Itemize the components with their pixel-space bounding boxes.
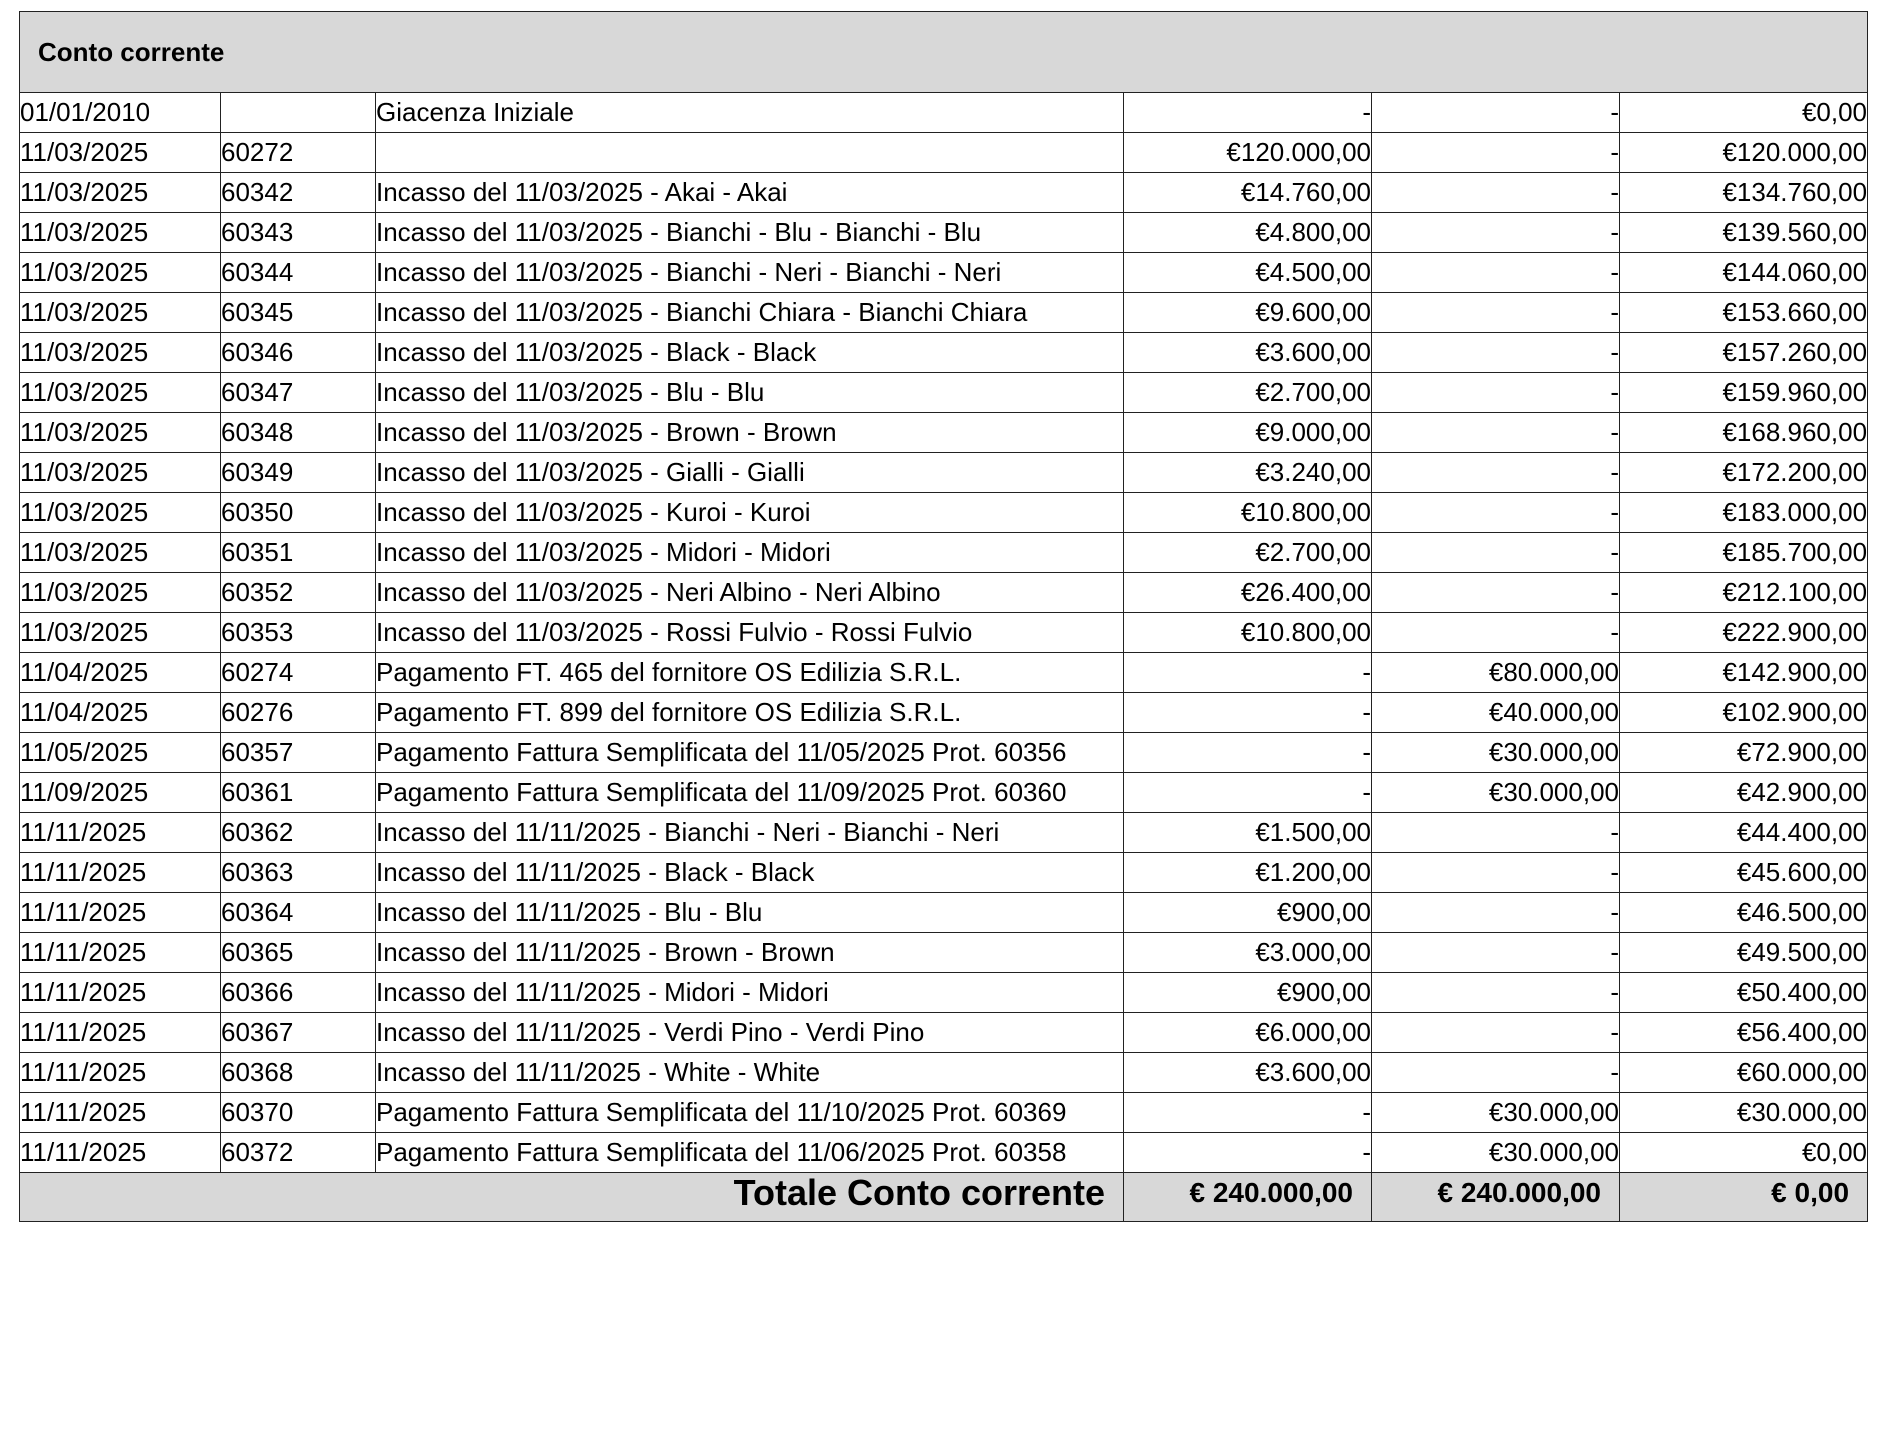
cell-avere: - xyxy=(1372,213,1620,253)
table-row xyxy=(20,1013,1868,1053)
cell-saldo: €50.400,00 xyxy=(1620,973,1868,1013)
cell-protocol: 60276 xyxy=(221,693,376,733)
cell-avere: €80.000,00 xyxy=(1372,653,1620,693)
cell-saldo: €142.900,00 xyxy=(1620,653,1868,693)
cell-dare: €1.500,00 xyxy=(1124,813,1372,853)
cell-date: 11/03/2025 xyxy=(20,333,221,373)
cell-saldo: €185.700,00 xyxy=(1620,533,1868,573)
cell-date: 11/03/2025 xyxy=(20,293,221,333)
cell-description: Pagamento FT. 899 del fornitore OS Edilizia S.R.L. xyxy=(376,693,1124,733)
cell-avere: - xyxy=(1372,253,1620,293)
cell-protocol: 60351 xyxy=(221,533,376,573)
cell-date: 11/03/2025 xyxy=(20,373,221,413)
cell-saldo: €42.900,00 xyxy=(1620,773,1868,813)
cell-protocol: 60349 xyxy=(221,453,376,493)
table-row xyxy=(20,573,1868,613)
cell-protocol: 60348 xyxy=(221,413,376,453)
total-avere: € 240.000,00 xyxy=(1372,1173,1620,1222)
table-row xyxy=(20,933,1868,973)
cell-description: Incasso del 11/03/2025 - Blu - Blu xyxy=(376,373,1124,413)
table-row xyxy=(20,653,1868,693)
cell-description: Incasso del 11/03/2025 - Bianchi - Blu - Bianchi - Blu xyxy=(376,213,1124,253)
cell-date: 11/11/2025 xyxy=(20,893,221,933)
table-row xyxy=(20,133,1868,173)
cell-date: 11/03/2025 xyxy=(20,173,221,213)
cell-date: 11/11/2025 xyxy=(20,853,221,893)
cell-dare: €10.800,00 xyxy=(1124,613,1372,653)
cell-dare: - xyxy=(1124,733,1372,773)
cell-date: 11/11/2025 xyxy=(20,1013,221,1053)
cell-saldo: €212.100,00 xyxy=(1620,573,1868,613)
cell-description: Incasso del 11/11/2025 - Blu - Blu xyxy=(376,893,1124,933)
cell-avere: - xyxy=(1372,333,1620,373)
cell-date: 11/11/2025 xyxy=(20,1093,221,1133)
table-row xyxy=(20,533,1868,573)
cell-saldo: €60.000,00 xyxy=(1620,1053,1868,1093)
cell-date: 11/03/2025 xyxy=(20,253,221,293)
cell-protocol: 60346 xyxy=(221,333,376,373)
cell-protocol: 60365 xyxy=(221,933,376,973)
cell-protocol: 60357 xyxy=(221,733,376,773)
ledger-body xyxy=(20,93,1868,1173)
cell-saldo: €172.200,00 xyxy=(1620,453,1868,493)
cell-date: 11/03/2025 xyxy=(20,213,221,253)
cell-saldo: €159.960,00 xyxy=(1620,373,1868,413)
cell-protocol: 60342 xyxy=(221,173,376,213)
cell-date: 11/09/2025 xyxy=(20,773,221,813)
cell-avere: - xyxy=(1372,413,1620,453)
cell-description: Incasso del 11/11/2025 - Black - Black xyxy=(376,853,1124,893)
cell-protocol: 60352 xyxy=(221,573,376,613)
cell-protocol: 60370 xyxy=(221,1093,376,1133)
cell-date: 11/03/2025 xyxy=(20,573,221,613)
cell-dare: €1.200,00 xyxy=(1124,853,1372,893)
cell-description: Incasso del 11/03/2025 - Midori - Midori xyxy=(376,533,1124,573)
cell-saldo: €157.260,00 xyxy=(1620,333,1868,373)
cell-date: 11/03/2025 xyxy=(20,453,221,493)
cell-protocol xyxy=(221,93,376,133)
cell-date: 11/04/2025 xyxy=(20,693,221,733)
cell-avere: - xyxy=(1372,613,1620,653)
cell-saldo: €102.900,00 xyxy=(1620,693,1868,733)
cell-saldo: €153.660,00 xyxy=(1620,293,1868,333)
cell-description: Pagamento Fattura Semplificata del 11/05/2025 Prot. 60356 xyxy=(376,733,1124,773)
cell-protocol: 60272 xyxy=(221,133,376,173)
table-row xyxy=(20,973,1868,1013)
table-row xyxy=(20,173,1868,213)
cell-description: Incasso del 11/03/2025 - Bianchi Chiara - Bianchi Chiara xyxy=(376,293,1124,333)
table-row xyxy=(20,253,1868,293)
table-row xyxy=(20,213,1868,253)
cell-description: Pagamento FT. 465 del fornitore OS Edilizia S.R.L. xyxy=(376,653,1124,693)
cell-date: 11/11/2025 xyxy=(20,1133,221,1173)
cell-avere: €30.000,00 xyxy=(1372,1093,1620,1133)
cell-description xyxy=(376,133,1124,173)
cell-protocol: 60344 xyxy=(221,253,376,293)
table-row xyxy=(20,693,1868,733)
cell-date: 11/03/2025 xyxy=(20,533,221,573)
cell-avere: - xyxy=(1372,1053,1620,1093)
table-row xyxy=(20,893,1868,933)
cell-avere: - xyxy=(1372,933,1620,973)
table-row xyxy=(20,1093,1868,1133)
ledger-title: Conto corrente xyxy=(20,12,1868,93)
table-row xyxy=(20,813,1868,853)
cell-dare: €10.800,00 xyxy=(1124,493,1372,533)
cell-saldo: €45.600,00 xyxy=(1620,853,1868,893)
cell-description: Pagamento Fattura Semplificata del 11/10/2025 Prot. 60369 xyxy=(376,1093,1124,1133)
cell-saldo: €0,00 xyxy=(1620,1133,1868,1173)
table-row xyxy=(20,773,1868,813)
table-row xyxy=(20,493,1868,533)
cell-saldo: €168.960,00 xyxy=(1620,413,1868,453)
cell-protocol: 60367 xyxy=(221,1013,376,1053)
cell-saldo: €144.060,00 xyxy=(1620,253,1868,293)
cell-protocol: 60361 xyxy=(221,773,376,813)
cell-description: Incasso del 11/11/2025 - Bianchi - Neri - Bianchi - Neri xyxy=(376,813,1124,853)
table-row xyxy=(20,93,1868,133)
cell-avere: - xyxy=(1372,853,1620,893)
cell-dare: €6.000,00 xyxy=(1124,1013,1372,1053)
table-row xyxy=(20,733,1868,773)
cell-avere: - xyxy=(1372,893,1620,933)
cell-date: 11/03/2025 xyxy=(20,493,221,533)
cell-description: Incasso del 11/11/2025 - Brown - Brown xyxy=(376,933,1124,973)
cell-avere: €30.000,00 xyxy=(1372,733,1620,773)
cell-description: Pagamento Fattura Semplificata del 11/06/2025 Prot. 60358 xyxy=(376,1133,1124,1173)
cell-protocol: 60372 xyxy=(221,1133,376,1173)
cell-date: 11/05/2025 xyxy=(20,733,221,773)
cell-description: Incasso del 11/03/2025 - Kuroi - Kuroi xyxy=(376,493,1124,533)
table-row xyxy=(20,333,1868,373)
cell-dare: - xyxy=(1124,773,1372,813)
table-row xyxy=(20,453,1868,493)
table-row xyxy=(20,1053,1868,1093)
cell-avere: - xyxy=(1372,813,1620,853)
cell-dare: €3.240,00 xyxy=(1124,453,1372,493)
cell-date: 11/03/2025 xyxy=(20,413,221,453)
cell-description: Incasso del 11/11/2025 - White - White xyxy=(376,1053,1124,1093)
cell-description: Incasso del 11/03/2025 - Gialli - Gialli xyxy=(376,453,1124,493)
cell-dare: €9.600,00 xyxy=(1124,293,1372,333)
cell-dare: €3.600,00 xyxy=(1124,333,1372,373)
cell-protocol: 60343 xyxy=(221,213,376,253)
cell-saldo: €56.400,00 xyxy=(1620,1013,1868,1053)
cell-dare: - xyxy=(1124,93,1372,133)
cell-dare: - xyxy=(1124,1093,1372,1133)
cell-dare: €120.000,00 xyxy=(1124,133,1372,173)
cell-dare: €3.600,00 xyxy=(1124,1053,1372,1093)
cell-protocol: 60362 xyxy=(221,813,376,853)
ledger xyxy=(19,11,1867,1222)
cell-description: Incasso del 11/03/2025 - Rossi Fulvio - Rossi Fulvio xyxy=(376,613,1124,653)
cell-description: Incasso del 11/03/2025 - Brown - Brown xyxy=(376,413,1124,453)
cell-avere: - xyxy=(1372,373,1620,413)
table-row xyxy=(20,293,1868,333)
cell-dare: €9.000,00 xyxy=(1124,413,1372,453)
cell-saldo: €134.760,00 xyxy=(1620,173,1868,213)
cell-saldo: €46.500,00 xyxy=(1620,893,1868,933)
cell-protocol: 60368 xyxy=(221,1053,376,1093)
cell-avere: - xyxy=(1372,453,1620,493)
cell-protocol: 60350 xyxy=(221,493,376,533)
cell-date: 11/11/2025 xyxy=(20,933,221,973)
cell-avere: €40.000,00 xyxy=(1372,693,1620,733)
cell-dare: - xyxy=(1124,693,1372,733)
table-row xyxy=(20,373,1868,413)
cell-saldo: €222.900,00 xyxy=(1620,613,1868,653)
cell-saldo: €30.000,00 xyxy=(1620,1093,1868,1133)
cell-date: 11/03/2025 xyxy=(20,133,221,173)
total-dare: € 240.000,00 xyxy=(1124,1173,1372,1222)
cell-description: Incasso del 11/03/2025 - Akai - Akai xyxy=(376,173,1124,213)
cell-dare: €4.500,00 xyxy=(1124,253,1372,293)
cell-dare: €14.760,00 xyxy=(1124,173,1372,213)
cell-dare: €900,00 xyxy=(1124,893,1372,933)
cell-avere: - xyxy=(1372,533,1620,573)
cell-avere: - xyxy=(1372,573,1620,613)
cell-dare: €26.400,00 xyxy=(1124,573,1372,613)
cell-avere: - xyxy=(1372,493,1620,533)
cell-avere: €30.000,00 xyxy=(1372,773,1620,813)
cell-avere: - xyxy=(1372,133,1620,173)
cell-dare: €3.000,00 xyxy=(1124,933,1372,973)
cell-description: Incasso del 11/11/2025 - Midori - Midori xyxy=(376,973,1124,1013)
cell-saldo: €72.900,00 xyxy=(1620,733,1868,773)
table-row xyxy=(20,853,1868,893)
cell-avere: €30.000,00 xyxy=(1372,1133,1620,1173)
cell-protocol: 60347 xyxy=(221,373,376,413)
cell-description: Incasso del 11/03/2025 - Neri Albino - Neri Albino xyxy=(376,573,1124,613)
cell-description: Pagamento Fattura Semplificata del 11/09/2025 Prot. 60360 xyxy=(376,773,1124,813)
total-label: Totale Conto corrente xyxy=(20,1173,1124,1222)
cell-saldo: €49.500,00 xyxy=(1620,933,1868,973)
cell-date: 01/01/2010 xyxy=(20,93,221,133)
cell-dare: €4.800,00 xyxy=(1124,213,1372,253)
cell-protocol: 60345 xyxy=(221,293,376,333)
table-row xyxy=(20,1133,1868,1173)
cell-saldo: €139.560,00 xyxy=(1620,213,1868,253)
cell-dare: €900,00 xyxy=(1124,973,1372,1013)
ledger-table xyxy=(19,11,1868,1222)
cell-saldo: €183.000,00 xyxy=(1620,493,1868,533)
cell-protocol: 60364 xyxy=(221,893,376,933)
cell-dare: €2.700,00 xyxy=(1124,373,1372,413)
cell-avere: - xyxy=(1372,1013,1620,1053)
cell-dare: - xyxy=(1124,1133,1372,1173)
cell-description: Incasso del 11/11/2025 - Verdi Pino - Verdi Pino xyxy=(376,1013,1124,1053)
cell-dare: - xyxy=(1124,653,1372,693)
cell-protocol: 60353 xyxy=(221,613,376,653)
cell-avere: - xyxy=(1372,973,1620,1013)
table-row xyxy=(20,613,1868,653)
cell-saldo: €120.000,00 xyxy=(1620,133,1868,173)
cell-saldo: €44.400,00 xyxy=(1620,813,1868,853)
cell-date: 11/11/2025 xyxy=(20,1053,221,1093)
cell-protocol: 60363 xyxy=(221,853,376,893)
cell-date: 11/03/2025 xyxy=(20,613,221,653)
cell-avere: - xyxy=(1372,173,1620,213)
cell-date: 11/11/2025 xyxy=(20,813,221,853)
total-saldo: € 0,00 xyxy=(1620,1173,1868,1222)
cell-avere: - xyxy=(1372,93,1620,133)
cell-protocol: 60274 xyxy=(221,653,376,693)
cell-description: Incasso del 11/03/2025 - Bianchi - Neri - Bianchi - Neri xyxy=(376,253,1124,293)
cell-description: Giacenza Iniziale xyxy=(376,93,1124,133)
cell-protocol: 60366 xyxy=(221,973,376,1013)
cell-dare: €2.700,00 xyxy=(1124,533,1372,573)
total-row xyxy=(20,1173,1868,1222)
cell-date: 11/11/2025 xyxy=(20,973,221,1013)
cell-description: Incasso del 11/03/2025 - Black - Black xyxy=(376,333,1124,373)
table-row xyxy=(20,413,1868,453)
cell-saldo: €0,00 xyxy=(1620,93,1868,133)
cell-avere: - xyxy=(1372,293,1620,333)
cell-date: 11/04/2025 xyxy=(20,653,221,693)
